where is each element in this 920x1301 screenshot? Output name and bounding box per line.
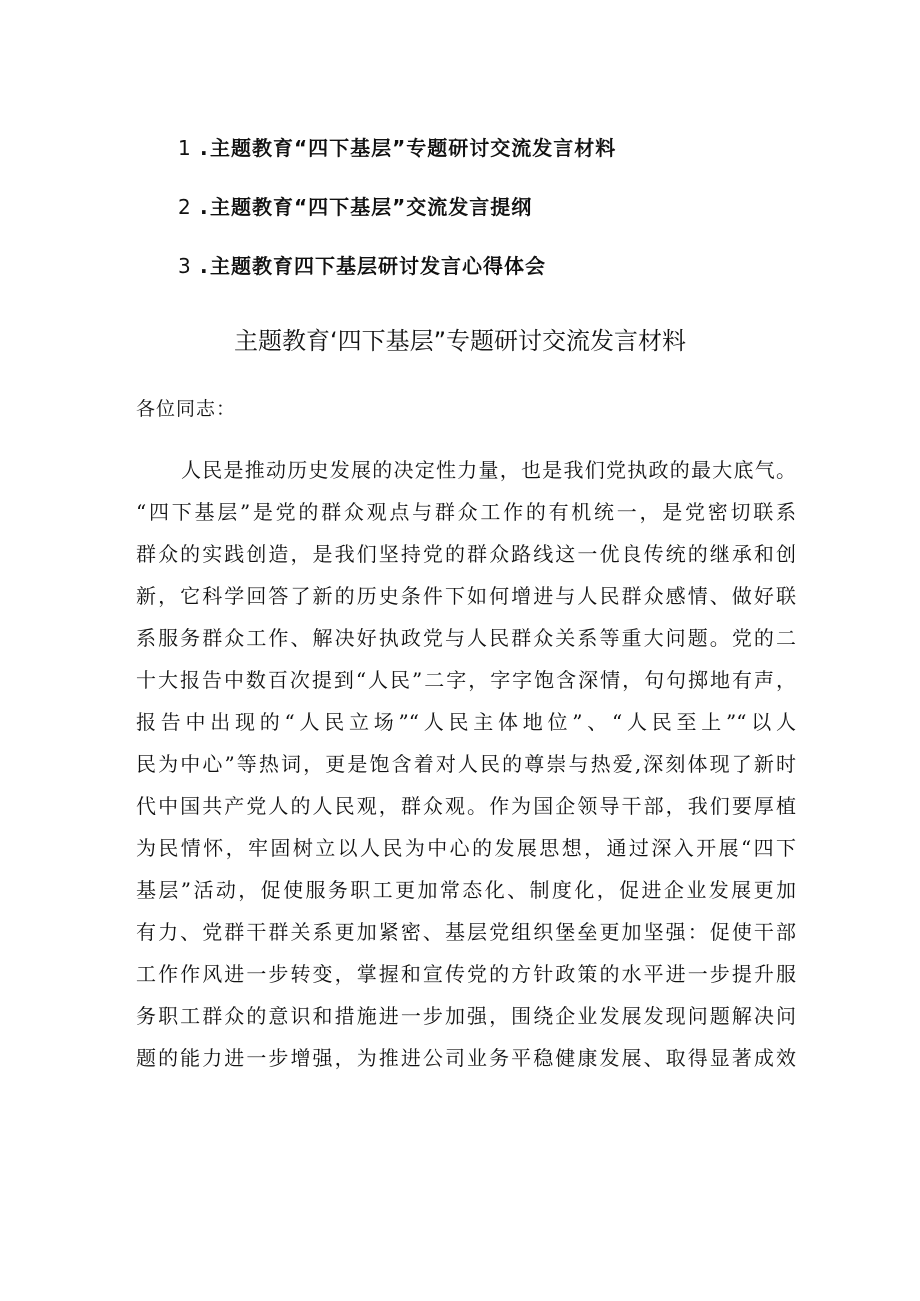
- body-line: 有力、党群干群关系更加紧密、基层党组织堡垒更加坚强：促使干部: [136, 920, 796, 944]
- document-title: 主题教育‘四下基层”专题研讨交流发言材料: [233, 327, 687, 355]
- toc-item-number: 3: [178, 254, 192, 278]
- body-line: 务职工群众的意识和措施进一步加强，围绕企业发展发现问题解决问: [136, 1004, 796, 1028]
- toc-item-3: 3 .主题教育四下基层研讨发言心得体会: [178, 248, 778, 307]
- toc-item-text: 主题教育“四下基层”交流发言提纲: [210, 195, 533, 219]
- body-paragraph: [136, 449, 796, 1079]
- toc-item-text: 主题教育“四下基层”专题研讨交流发言材料: [210, 136, 617, 160]
- body-line: 代中国共产党人的人民观，群众观。作为国企领导干部，我们要厚植: [136, 794, 796, 818]
- body-line: 十大报告中数百次提到“人民”二字，字字饱含深情，句句掷地有声，: [136, 668, 796, 692]
- body-line: 新，它科学回答了新的历史条件下如何增进与人民群众感情、做好联: [136, 584, 796, 608]
- toc-item-text: 主题教育四下基层研讨发言心得体会: [210, 254, 546, 278]
- toc-item-number: 1: [178, 136, 192, 160]
- body-line: 工作作风进一步转变，掌握和宣传党的方针政策的水平进一步提升服: [136, 962, 796, 986]
- body-line: 报告中出现的“人民立场”“人民主体地位”、“人民至上”“以人: [136, 710, 796, 734]
- table-of-contents: [178, 130, 778, 307]
- body-line: 人民是推动历史发展的决定性力量，也是我们党执政的最大底气。: [181, 458, 796, 482]
- body-line: 题的能力进一步增强，为推进公司业务平稳健康发展、取得显著成效: [136, 1046, 796, 1070]
- toc-item-1: 1 .主题教育“四下基层”专题研讨交流发言材料: [178, 130, 778, 189]
- body-line: 群众的实践创造，是我们坚持党的群众路线这一优良传统的继承和创: [136, 542, 796, 566]
- salutation: 各位同志：: [136, 398, 237, 420]
- toc-item-number: 2: [178, 195, 192, 219]
- body-line: “四下基层”是党的群众观点与群众工作的有机统一，是党密切联系: [136, 500, 796, 524]
- body-line: 基层”活动，促使服务职工更加常态化、制度化，促进企业发展更加: [136, 878, 796, 902]
- body-line: 为民情怀，牢固树立以人民为中心的发展思想，通过深入开展“四下: [136, 836, 796, 860]
- body-line: 系服务群众工作、解决好执政党与人民群众关系等重大问题。党的二: [136, 626, 796, 650]
- body-line: 民为中心”等热词，更是饱含着对人民的尊崇与热爱,深刻体现了新时: [136, 752, 796, 776]
- toc-item-2: 2 .主题教育“四下基层”交流发言提纲: [178, 189, 778, 248]
